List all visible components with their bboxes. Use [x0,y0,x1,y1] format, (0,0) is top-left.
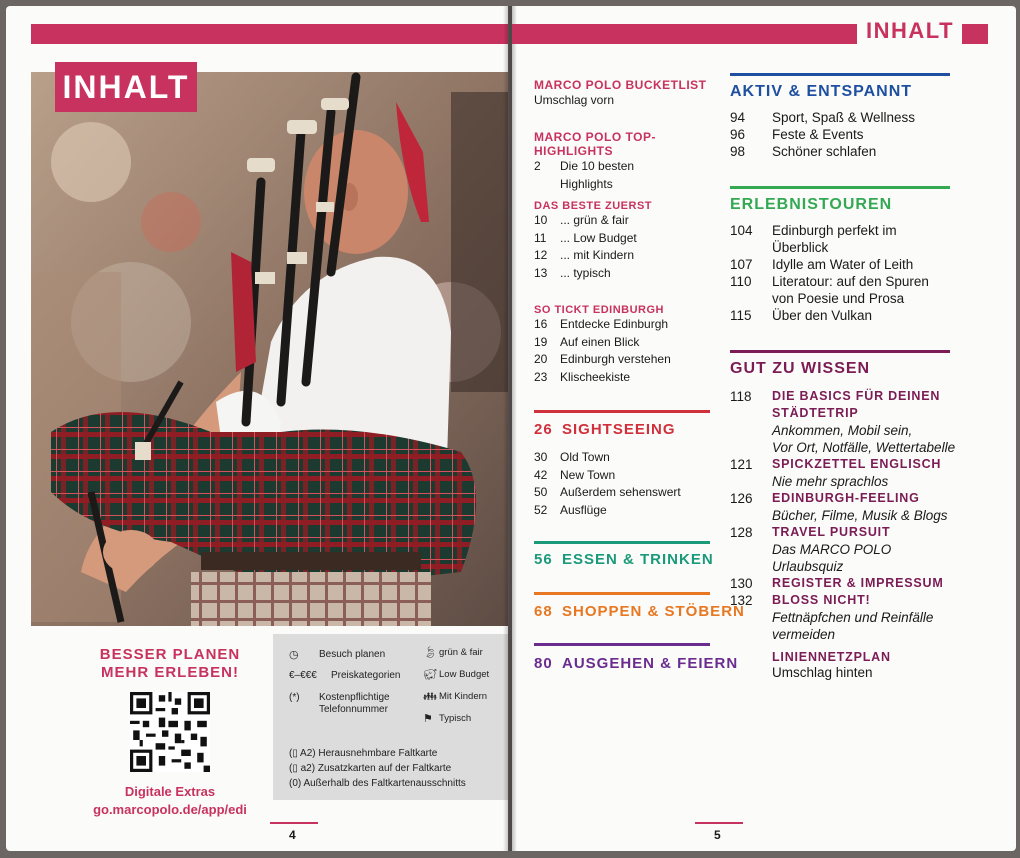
toc-entry[interactable] [534,449,714,467]
toc-text: DIE BASICS FÜR DEINEN [772,389,941,403]
section-title: GUT ZU WISSEN [730,360,871,377]
toc-text: New Town [560,467,616,482]
section-aktiv [730,83,955,160]
section-title: SIGHTSEEING [562,421,676,438]
toc-page [730,405,772,422]
toc-subentry [730,422,965,439]
toc-entry[interactable] [534,92,714,110]
toc-page [534,176,560,194]
map-note: (▯ a2) Zusatzkarten auf der Faltkarte [289,763,452,774]
legend-icon-item [423,646,483,659]
rule-shoppen [534,592,710,595]
legend-item [289,670,400,681]
legend-item [289,648,385,661]
toc-page: 126 [730,491,753,506]
section-title: SO TICKT EDINBURGH [534,304,664,316]
price-symbol: €–€€€ [289,670,317,681]
map-notes [289,746,466,791]
legend-label: Low Budget [439,669,490,680]
toc-entry[interactable] [730,524,965,541]
toc-page: 16 [534,317,548,331]
top-band-right [512,24,857,44]
promo-extras-label: Digitale Extras [124,784,216,799]
toc-entry[interactable] [730,307,955,324]
toc-entry[interactable] [534,334,714,352]
legend-icon-item [423,690,487,703]
section-sightseeing[interactable] [534,421,676,438]
rule-aktiv [730,73,950,76]
section-title: ESSEN & TRINKEN [562,551,714,568]
toc-text: Entdecke Edinburgh [560,317,669,331]
toc-entry[interactable] [534,176,714,194]
toc-subentry [730,439,965,456]
toc-text: Überblick [772,240,829,255]
toc-entry[interactable] [730,222,955,239]
rule-essen [534,541,710,544]
toc-entry[interactable] [730,388,965,405]
toc-text: Schöner schlafen [772,144,877,159]
rule-sightseeing [534,410,710,413]
legend-label: Preiskategorien [331,670,401,681]
toc-page: 96 [730,127,746,142]
toc-page: 50 [534,485,548,499]
toc-text: BLOSS NICHT! [772,593,871,607]
promo-block [80,646,260,819]
toc-page: 20 [534,352,548,366]
section-gut-zu-wissen [730,360,965,643]
toc-page: 107 [730,257,753,272]
toc-text: Edinburgh verstehen [560,352,671,366]
legend-item [289,692,399,716]
flag-icon: ⚑ [423,713,433,725]
section-title: DAS BESTE ZUERST [534,200,653,212]
section-title: SHOPPEN & STÖBERN [562,603,745,620]
clock-icon: ◷ [289,649,299,661]
toc-page: 23 [534,369,548,384]
rule-ausgehen [534,643,710,646]
page-heading-left: INHALT [55,62,197,112]
legend-label: Typisch [439,713,472,724]
sightseeing-entries [534,449,714,519]
toc-text: REGISTER & IMPRESSUM [772,576,944,590]
toc-entry[interactable] [534,369,714,387]
toc-entry[interactable] [534,212,714,230]
toc-text: ... Low Budget [560,230,637,245]
family-icon: 👪︎ [423,691,437,703]
toc-text: Außerdem sehenswert [560,485,681,499]
toc-entry[interactable] [534,265,714,283]
section-essen[interactable] [534,551,714,568]
toc-entry[interactable] [730,256,955,273]
toc-entry[interactable] [534,230,714,248]
map-note: (0) Außerhalb des Faltkartenausschnitts [289,778,466,789]
rule-gut [730,350,950,353]
toc-page: 2 [534,159,541,173]
legend-label: Kostenpflichtige Telefonnummer [319,692,390,715]
toc-page: 13 [534,265,548,280]
toc-page: 128 [730,525,753,540]
toc-subentry [730,507,965,524]
toc-page: 30 [534,450,548,464]
page-number-right: 5 [714,828,721,842]
toc-text: EDINBURGH-FEELING [772,491,920,505]
toc-text: Sport, Spaß & Wellness [772,110,916,125]
phone-cost-symbol: (*) [289,692,300,703]
toc-entry[interactable] [730,143,955,160]
section-title: MARCO POLO TOP-HIGHLIGHTS [534,130,656,158]
toc-page [730,290,772,307]
promo-url-link[interactable]: go.marcopolo.de/app/edi [93,802,247,817]
toc-text: Die 10 besten [560,159,635,173]
section-title: AKTIV & ENTSPANNT [730,83,913,100]
toc-page: 118 [730,389,752,404]
toc-entry[interactable] [730,273,955,290]
toc-page: 56 [534,551,553,568]
toc-page: 98 [730,144,746,159]
toc-entry[interactable] [730,490,965,507]
toc-subentry [730,609,965,626]
toc-entry[interactable] [730,592,965,609]
rule-touren [730,186,950,189]
section-bucketlist [534,78,714,110]
toc-text: Umschlag vorn [534,93,615,107]
toc-text: Feste & Events [772,127,864,142]
page-number-rule-left [270,822,318,824]
top-band-right-end [962,24,988,44]
section-shoppen[interactable] [534,603,745,620]
page-number-rule-right [695,822,743,824]
toc-subtext: vermeiden [772,627,836,642]
toc-entry[interactable] [534,484,714,502]
toc-entry[interactable] [534,351,714,369]
toc-page: 104 [730,223,753,238]
section-title: AUSGEHEN & FEIERN [562,655,739,672]
toc-text: SPICKZETTEL ENGLISCH [772,457,942,471]
toc-page: 132 [730,593,753,608]
toc-text: Idylle am Water of Leith [772,257,914,272]
toc-entry[interactable] [730,456,965,473]
toc-subentry [730,626,965,643]
legend-label: Mit Kindern [439,691,488,702]
toc-page: 68 [534,603,553,620]
toc-entry[interactable] [730,290,955,307]
toc-entry[interactable] [730,109,955,126]
legend-icon-item [423,712,471,725]
toc-subtext: Das MARCO POLO Urlaubsquiz [772,542,892,574]
map-note: (▯ A2) Herausnehmbare Faltkarte [289,748,438,759]
toc-text: STÄDTETRIP [772,406,859,420]
top-band-left [31,24,508,44]
toc-page: 94 [730,110,746,125]
toc-entry[interactable] [534,467,714,485]
toc-page: 52 [534,502,548,517]
toc-page [730,239,772,256]
section-title: ERLEBNISTOUREN [730,196,893,213]
toc-entry[interactable] [730,405,965,422]
promo-headline-1: BESSER PLANEN [99,646,241,663]
legend-box [273,634,508,800]
section-title: MARCO POLO BUCKETLIST [534,78,707,92]
toc-page: 26 [534,421,553,438]
piggy-bank-icon: 🐖︎ [423,669,437,681]
toc-entry[interactable] [534,247,714,265]
toc-page: 110 [730,274,752,289]
section-title: LINIENNETZPLAN [772,650,891,664]
toc-text: ... typisch [560,265,611,280]
section-das-beste-zuerst [534,200,714,282]
toc-page: 12 [534,248,548,262]
toc-subtext: Nie mehr sprachlos [772,474,889,489]
legend-label: grün & fair [439,647,483,658]
section-top-highlights [534,130,714,193]
toc-text: Old Town [560,450,610,464]
toc-entry[interactable] [534,316,714,334]
toc-text: von Poesie und Prosa [772,291,905,306]
section-erlebnistouren [730,196,955,324]
toc-page: 130 [730,576,753,591]
bagpiper-photo [31,72,508,626]
toc-page: 11 [534,230,547,245]
toc-entry[interactable] [730,239,955,256]
toc-subentry [730,473,965,490]
toc-entry[interactable] [730,126,955,143]
toc-text: Edinburgh perfekt im [772,223,897,238]
toc-subtext: Bücher, Filme, Musik & Blogs [772,508,948,523]
toc-page: 42 [534,467,548,482]
page-heading-right: INHALT [866,18,955,43]
promo-headline-2: MEHR ERLEBEN! [100,664,239,681]
legend-icon-item [423,668,489,681]
toc-entry[interactable] [730,575,965,592]
toc-text: Umschlag hinten [772,665,873,680]
section-so-tickt [534,304,714,386]
leaf-icon: 🍃︎ [423,647,437,659]
toc-page: 19 [534,334,548,349]
toc-text: ... grün & fair [560,213,629,227]
toc-text: Auf einen Blick [560,334,640,349]
toc-page: 80 [534,655,553,672]
toc-text: Highlights [560,176,613,191]
toc-page: 10 [534,213,548,227]
toc-text: Ausflüge [560,502,607,517]
toc-page: 115 [730,308,752,323]
toc-text: Klischeekiste [560,369,631,384]
toc-subtext: Vor Ort, Notfälle, Wettertabelle [772,440,956,455]
toc-subtext: Ankommen, Mobil sein, [772,423,913,438]
book-gutter [503,6,517,851]
toc-subentry [730,541,965,575]
qr-code[interactable] [130,692,210,772]
toc-subtext: Fettnäpfchen und Reinfälle [772,610,934,625]
page-number-left: 4 [289,828,296,842]
section-ausgehen[interactable] [534,655,738,672]
section-liniennetzplan[interactable] [772,650,962,681]
toc-text: Über den Vulkan [772,308,873,323]
toc-text: ... mit Kindern [560,248,635,262]
legend-label: Besuch planen [319,649,386,660]
toc-text: Literatour: auf den Spuren [772,274,929,289]
toc-entry[interactable] [534,158,714,176]
toc-page: 121 [730,457,753,472]
toc-entry[interactable] [534,502,714,520]
toc-text: TRAVEL PURSUIT [772,525,891,539]
